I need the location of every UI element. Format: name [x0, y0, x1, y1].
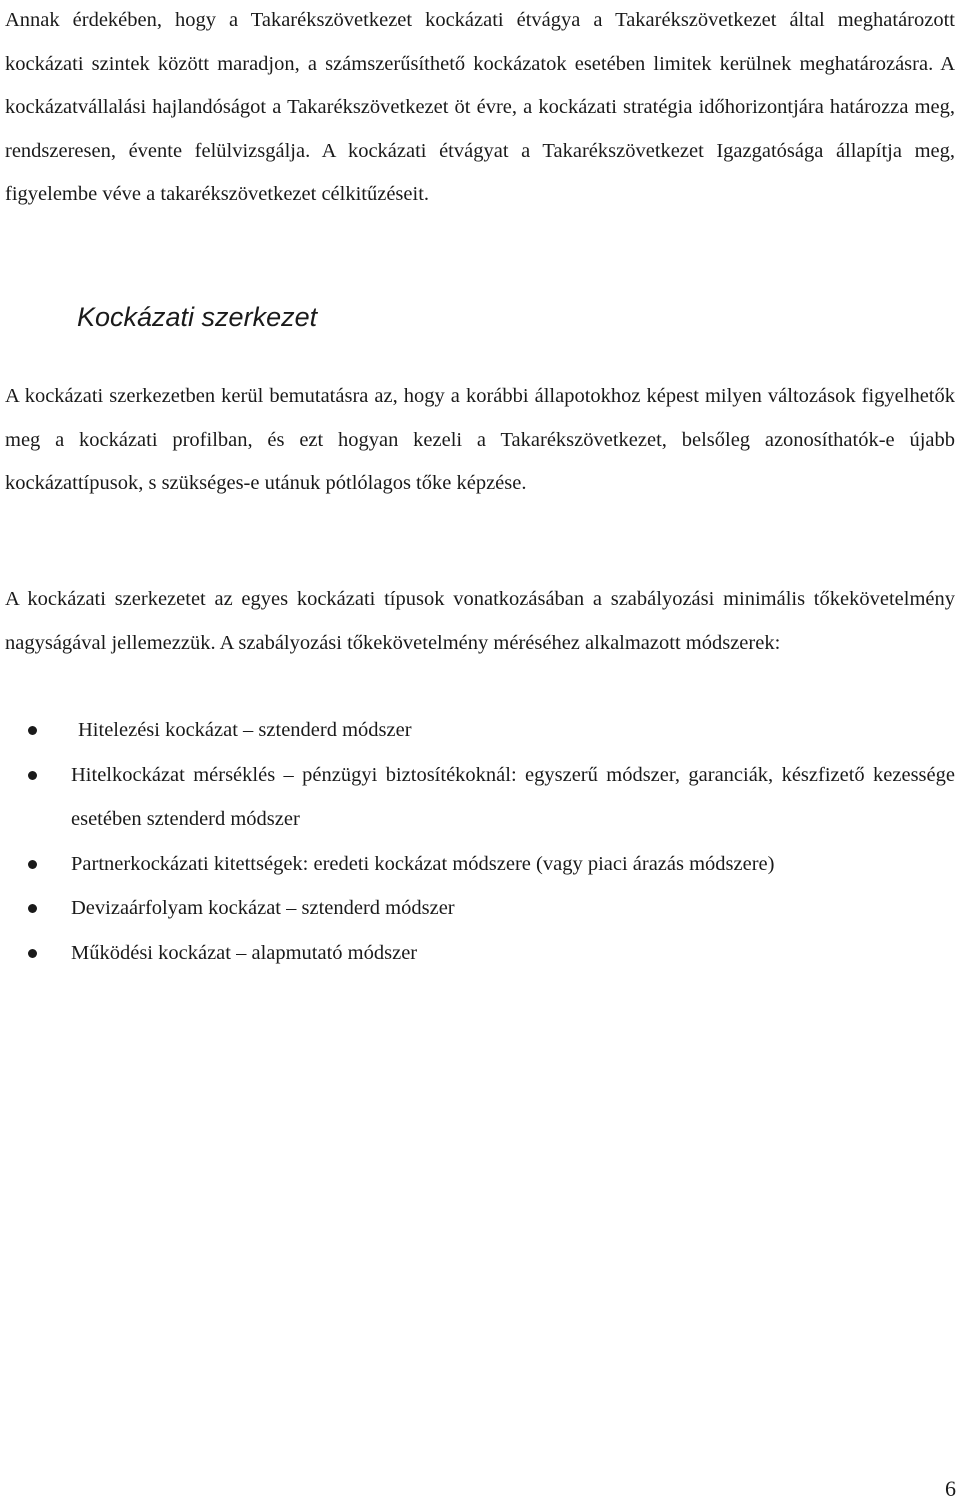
list-item [0, 931, 960, 976]
list-item-text: Hitelezési kockázat – sztenderd módszer [78, 719, 412, 741]
section-heading: Kockázati szerkezet [77, 302, 318, 332]
list-item-text: Partnerkockázati kitettségek: eredeti kockázat módszere (vagy piaci árazás módszere) [71, 852, 775, 875]
list-item [0, 708, 960, 753]
list-item-text: Működési kockázat – alapmutató módszer [71, 941, 418, 964]
risk-structure-paragraph: A kockázati szerkezetben kerül bemutatásra az, hogy a korábbi állapotokhoz képest milyen változások figyelhetők meg a kockázati profilban, és ezt hogyan kezeli a Takarékszövetkezet, belsőleg azonosíthatók-e újabb kockázattípusok, s szükséges-e utánuk pótlólagos tőke képzése. [5, 385, 955, 494]
page-number: 6 [945, 1476, 956, 1501]
list-item-text: Devizaárfolyam kockázat – sztenderd módszer [71, 897, 455, 919]
bullet-icon [28, 771, 37, 780]
list-item [0, 842, 960, 887]
methods-intro-paragraph: A kockázati szerkezetet az egyes kockázati típusok vonatkozásában a szabályozási minimális tőkekövetelmény nagyságával jellemezzük. A szabályozási tőkekövetelmény méréséhez alkalmazott módszerek: [5, 588, 955, 654]
bullet-icon [28, 860, 37, 869]
list-item [0, 753, 960, 842]
bullet-icon [28, 904, 37, 913]
bullet-icon [28, 726, 37, 735]
list-item [0, 886, 960, 931]
intro-paragraph: Annak érdekében, hogy a Takarékszövetkezet kockázati étvágya a Takarékszövetkezet által meghatározott kockázati szintek között maradjon, a számszerűsíthető kockázatok esetében limitek kerülnek meghatározásra. A kockázatvállalási hajlandóságot a Takarékszövetkezet öt évre, a kockázati stratégia időhorizontjára határozza meg, rendszeresen, évente felülvizsgálja. A kockázati étvágyat a Takarékszövetkezet Igazgatósága állapítja meg, figyelembe véve a takarékszövetkezet célkitűzéseit. [5, 9, 955, 205]
bullet-icon [28, 949, 37, 958]
methods-list [0, 708, 960, 975]
list-item-text: Hitelkockázat mérséklés – pénzügyi biztosítékoknál: egyszerű módszer, garanciák, készfizető kezessége esetében sztenderd módszer [71, 763, 955, 830]
